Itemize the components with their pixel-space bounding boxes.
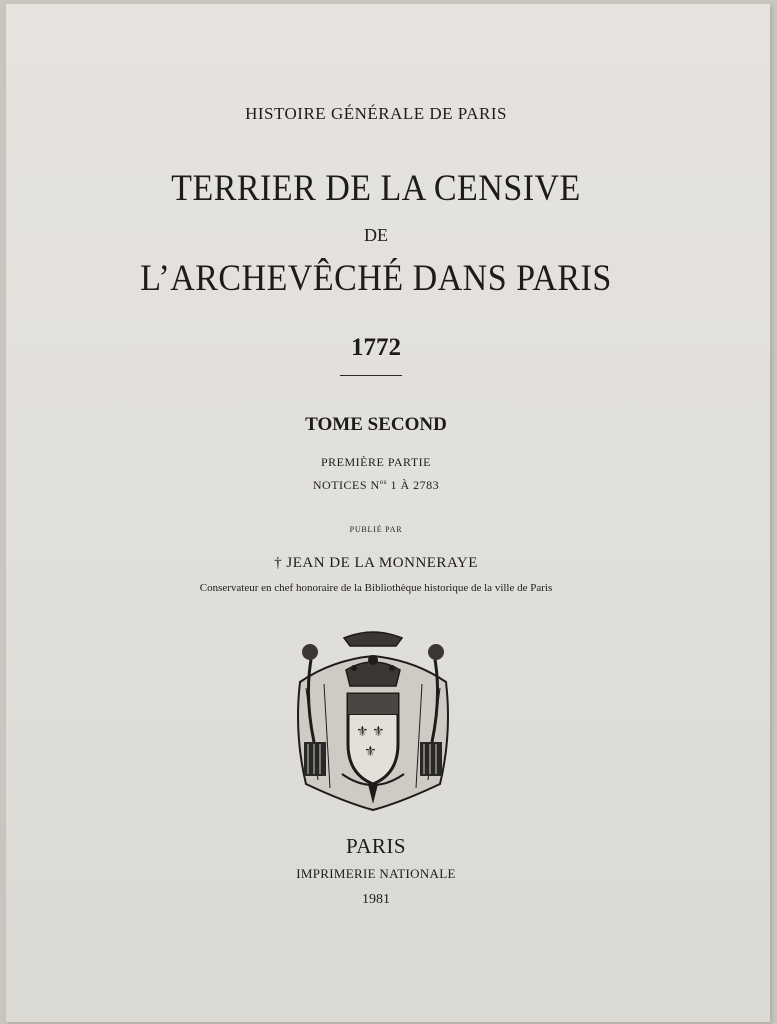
author-role: Conservateur en chef honoraire de la Bibliothèque historique de la ville de Paris (199, 582, 553, 594)
notices-range (6, 478, 746, 493)
main-title-line-1: TERRIER DE LA CENSIVE (171, 168, 581, 209)
printer-name: IMPRIMERIE NATIONALE (296, 866, 456, 881)
notices-numbers: 1 À 2783 (386, 478, 440, 492)
volume-label: TOME SECOND (305, 414, 447, 435)
published-by-label: PUBLIÉ PAR (349, 525, 403, 534)
series-title: HISTOIRE GÉNÉRALE DE PARIS (245, 104, 507, 123)
main-title-line-2: L’ARCHEVÊCHÉ DANS PARIS (140, 258, 612, 299)
coat-of-arms-emblem (284, 624, 462, 819)
author-name (6, 555, 746, 572)
dagger-mark: † (274, 555, 283, 571)
svg-text:⚜: ⚜ (364, 744, 377, 760)
book-cover (6, 4, 770, 1022)
notices-superscript: os (379, 478, 387, 486)
svg-text:⚜: ⚜ (372, 724, 385, 740)
publication-place: PARIS (345, 834, 407, 858)
divider-rule (340, 375, 402, 376)
author-text: JEAN DE LA MONNERAYE (282, 555, 478, 571)
notices-prefix: NOTICES N (312, 478, 380, 492)
title-connector: DE (364, 225, 388, 245)
part-label: PREMIÈRE PARTIE (320, 455, 431, 469)
svg-text:⚜: ⚜ (356, 724, 369, 740)
title-year: 1772 (351, 334, 401, 361)
publication-year: 1981 (362, 892, 390, 907)
